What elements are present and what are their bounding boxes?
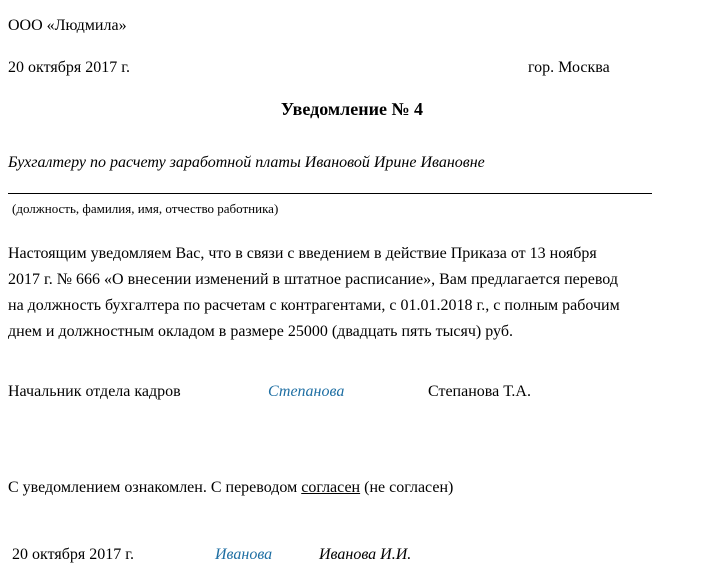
acknowledgement-suffix: (не согласен)	[360, 479, 454, 496]
addressee: Бухгалтеру по расчету заработной платы Ивановой Ирине Ивановне	[8, 154, 485, 171]
document-city: гор. Москва	[528, 59, 610, 76]
acknowledgement-prefix: С уведомлением ознакомлен. С переводом	[8, 479, 302, 496]
notice-body	[8, 241, 698, 345]
employee-date: 20 октября 2017 г.	[12, 546, 134, 563]
addressee-underline	[8, 193, 652, 194]
acknowledgement-agreed: согласен	[301, 479, 361, 496]
company-name: ООО «Людмила»	[8, 17, 127, 34]
acknowledgement	[8, 478, 453, 498]
notice-line-1: Настоящим уведомляем Вас, что в связи с введением в действие Приказа от 13 ноября	[8, 245, 597, 262]
employee-name: Иванова И.И.	[319, 546, 412, 563]
notice-line-4: днем и должностным окладом в размере 25000 (двадцать пять тысяч) руб.	[8, 323, 513, 340]
addressee-hint: (должность, фамилия, имя, отчество работника)	[12, 201, 279, 216]
signer-name: Степанова Т.А.	[428, 383, 531, 400]
employee-signature: Иванова	[215, 546, 273, 563]
notice-line-3: на должность бухгалтера по расчетам с контрагентами, с 01.01.2018 г., с полным рабочим	[8, 297, 620, 314]
notice-line-2: 2017 г. № 666 «О внесении изменений в штатное расписание», Вам предлагается перевод	[8, 271, 618, 288]
document-title: Уведомление № 4	[280, 99, 424, 119]
signer-position: Начальник отдела кадров	[8, 383, 181, 400]
document-date: 20 октября 2017 г.	[8, 59, 130, 76]
signer-signature: Степанова	[268, 383, 345, 400]
